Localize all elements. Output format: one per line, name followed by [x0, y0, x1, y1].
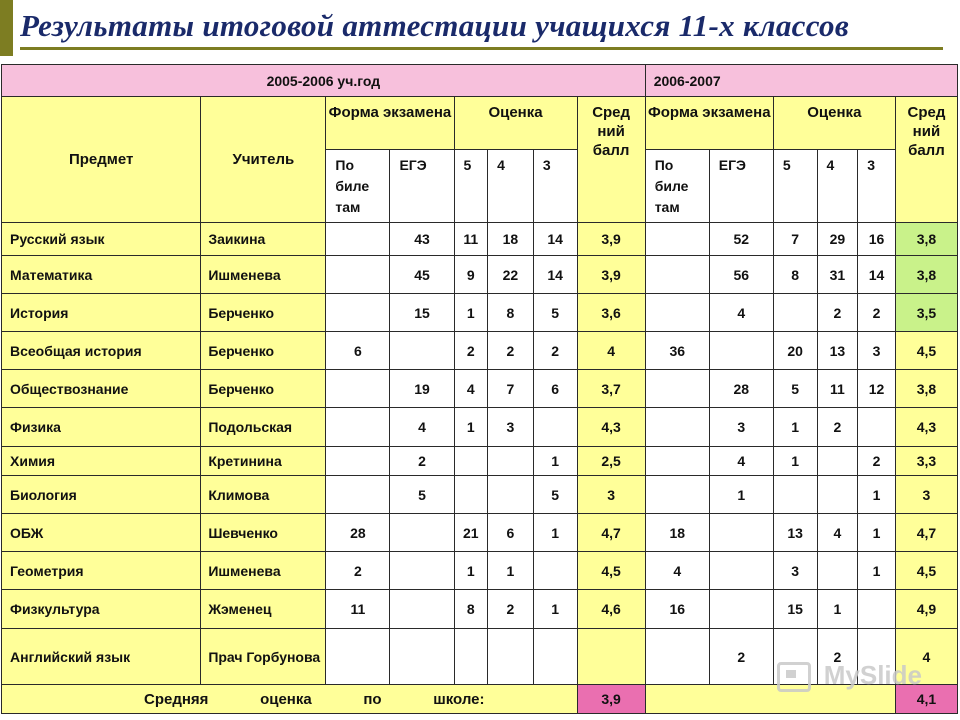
y2-avg-cell: 4,5 — [895, 332, 957, 370]
y2-avg-cell: 4 — [895, 629, 957, 685]
table-row — [2, 447, 958, 476]
y1-ticket-cell: 11 — [326, 590, 390, 629]
teacher-cell: Шевченко — [201, 514, 326, 552]
subject-cell: Геометрия — [2, 552, 201, 590]
y1-avg-cell: 4,3 — [577, 408, 645, 447]
y2-ege-cell — [709, 514, 773, 552]
y1-grade5-cell: 8 — [454, 590, 488, 629]
title-underline — [20, 47, 943, 50]
y1-grade3-cell: 5 — [533, 476, 577, 514]
grade-header: Оценка — [454, 97, 577, 150]
y2-ege-cell: 4 — [709, 294, 773, 332]
table-row — [2, 256, 958, 294]
grade-header-2: Оценка — [773, 97, 895, 150]
y2-avg-cell: 4,7 — [895, 514, 957, 552]
y2-grade4-cell: 29 — [817, 223, 858, 256]
y1-grade3-cell: 1 — [533, 590, 577, 629]
y1-ege-cell: 4 — [390, 408, 454, 447]
subject-cell: Физкультура — [2, 590, 201, 629]
subject-cell: Физика — [2, 408, 201, 447]
y2-grade3-cell: 2 — [858, 294, 896, 332]
y1-ege-cell — [390, 590, 454, 629]
y1-grade5-cell — [454, 447, 488, 476]
table-row — [2, 514, 958, 552]
y2-grade5-cell: 5 — [773, 370, 817, 408]
grade-5-header-2: 5 — [773, 150, 817, 223]
footer-word-3: по — [363, 690, 382, 708]
ticket-header-2: По биле там — [645, 150, 709, 223]
y1-ege-cell: 43 — [390, 223, 454, 256]
y1-ticket-cell — [326, 223, 390, 256]
myslide-logo-icon — [777, 662, 811, 692]
y2-ticket-cell — [645, 370, 709, 408]
y2-grade4-cell — [817, 447, 858, 476]
y1-ticket-cell — [326, 408, 390, 447]
y1-avg-cell: 3,9 — [577, 223, 645, 256]
school-average-2006: 3,9 — [577, 685, 645, 714]
y2-grade5-cell: 7 — [773, 223, 817, 256]
y2-grade4-cell: 13 — [817, 332, 858, 370]
y2-ticket-cell — [645, 408, 709, 447]
table-row — [2, 294, 958, 332]
y1-avg-cell: 2,5 — [577, 447, 645, 476]
y2-grade3-cell: 1 — [858, 514, 896, 552]
y1-grade5-cell: 1 — [454, 408, 488, 447]
y1-grade5-cell — [454, 629, 488, 685]
subject-cell: Обществознание — [2, 370, 201, 408]
y1-ticket-cell — [326, 370, 390, 408]
y2-grade4-cell — [817, 552, 858, 590]
y2-grade4-cell: 11 — [817, 370, 858, 408]
ege-header-2: ЕГЭ — [709, 150, 773, 223]
y2-ege-cell: 28 — [709, 370, 773, 408]
y2-grade3-cell: 3 — [858, 332, 896, 370]
school-average-2007: 4,1 — [895, 685, 957, 714]
y1-ege-cell — [390, 514, 454, 552]
y2-grade3-cell: 12 — [858, 370, 896, 408]
y1-grade4-cell: 18 — [488, 223, 534, 256]
y2-ticket-cell: 4 — [645, 552, 709, 590]
y1-avg-cell — [577, 629, 645, 685]
y1-ege-cell: 2 — [390, 447, 454, 476]
y1-ege-cell — [390, 629, 454, 685]
y1-grade5-cell: 21 — [454, 514, 488, 552]
y2-grade5-cell: 20 — [773, 332, 817, 370]
y1-ege-cell: 45 — [390, 256, 454, 294]
table-row — [2, 223, 958, 256]
y1-ticket-cell — [326, 294, 390, 332]
y1-grade4-cell — [488, 629, 534, 685]
ege-header: ЕГЭ — [390, 150, 454, 223]
y1-grade4-cell: 2 — [488, 332, 534, 370]
y2-avg-cell: 3,8 — [895, 370, 957, 408]
y2-avg-cell: 4,9 — [895, 590, 957, 629]
y2-grade4-cell: 2 — [817, 294, 858, 332]
y1-ticket-cell: 2 — [326, 552, 390, 590]
y2-ticket-cell: 18 — [645, 514, 709, 552]
y2-grade3-cell — [858, 590, 896, 629]
ticket-header: По биле там — [326, 150, 390, 223]
grade-3-header: 3 — [533, 150, 577, 223]
y2-avg-cell: 4,5 — [895, 552, 957, 590]
y1-grade3-cell: 1 — [533, 514, 577, 552]
y2-ege-cell: 1 — [709, 476, 773, 514]
y1-ege-cell — [390, 332, 454, 370]
y2-grade3-cell: 1 — [858, 552, 896, 590]
y1-grade5-cell: 11 — [454, 223, 488, 256]
subject-cell: Русский язык — [2, 223, 201, 256]
y1-grade4-cell: 7 — [488, 370, 534, 408]
grade-4-header-2: 4 — [817, 150, 858, 223]
y1-grade3-cell — [533, 552, 577, 590]
y1-grade5-cell: 2 — [454, 332, 488, 370]
y1-grade3-cell: 14 — [533, 223, 577, 256]
watermark-text: MySlide — [823, 659, 922, 690]
y2-grade5-cell: 1 — [773, 447, 817, 476]
teacher-cell: Берченко — [201, 332, 326, 370]
y1-avg-cell: 4,7 — [577, 514, 645, 552]
y2-grade3-cell: 2 — [858, 447, 896, 476]
subject-cell: Всеобщая история — [2, 332, 201, 370]
y2-grade4-cell — [817, 476, 858, 514]
y2-grade3-cell: 14 — [858, 256, 896, 294]
y2-ticket-cell — [645, 294, 709, 332]
footer-word-2: оценка — [260, 690, 312, 708]
results-table — [1, 64, 958, 714]
y1-grade3-cell: 2 — [533, 332, 577, 370]
y2-avg-cell: 3,8 — [895, 256, 957, 294]
grade-4-header: 4 — [488, 150, 534, 223]
school-average-label — [2, 685, 578, 714]
teacher-cell: Ишменева — [201, 552, 326, 590]
y2-grade5-cell: 1 — [773, 408, 817, 447]
y2-grade3-cell: 1 — [858, 476, 896, 514]
y2-ege-cell: 3 — [709, 408, 773, 447]
y2-grade5-cell: 8 — [773, 256, 817, 294]
y1-ticket-cell — [326, 447, 390, 476]
y2-ticket-cell — [645, 447, 709, 476]
y1-ticket-cell: 28 — [326, 514, 390, 552]
y2-ege-cell — [709, 552, 773, 590]
subject-cell: Химия — [2, 447, 201, 476]
y2-ege-cell: 2 — [709, 629, 773, 685]
y1-ege-cell: 15 — [390, 294, 454, 332]
y1-grade3-cell: 14 — [533, 256, 577, 294]
teacher-cell: Берченко — [201, 370, 326, 408]
y2-ticket-cell — [645, 256, 709, 294]
y2-grade5-cell: 3 — [773, 552, 817, 590]
y2-grade4-cell: 4 — [817, 514, 858, 552]
teacher-cell: Подольская — [201, 408, 326, 447]
y1-avg-cell: 4,6 — [577, 590, 645, 629]
y1-grade4-cell: 22 — [488, 256, 534, 294]
y1-ticket-cell — [326, 629, 390, 685]
y2-ege-cell: 56 — [709, 256, 773, 294]
y1-avg-cell: 3 — [577, 476, 645, 514]
y1-ticket-cell — [326, 476, 390, 514]
y2-grade4-cell: 2 — [817, 629, 858, 685]
y2-ege-cell: 4 — [709, 447, 773, 476]
left-accent-bar — [0, 0, 13, 56]
table-row — [2, 408, 958, 447]
y1-grade4-cell: 3 — [488, 408, 534, 447]
y2-avg-cell: 3,8 — [895, 223, 957, 256]
teacher-cell: Ишменева — [201, 256, 326, 294]
y2-ticket-cell: 16 — [645, 590, 709, 629]
y1-avg-cell: 3,7 — [577, 370, 645, 408]
y2-grade5-cell — [773, 476, 817, 514]
y1-grade3-cell: 6 — [533, 370, 577, 408]
table-row — [2, 332, 958, 370]
y1-ticket-cell — [326, 256, 390, 294]
table-row — [2, 476, 958, 514]
footer-word-4: школе: — [433, 690, 485, 708]
y1-grade5-cell — [454, 476, 488, 514]
y1-avg-cell: 4 — [577, 332, 645, 370]
y1-grade4-cell: 6 — [488, 514, 534, 552]
teacher-cell: Заикина — [201, 223, 326, 256]
y2-avg-cell: 4,3 — [895, 408, 957, 447]
exam-form-header: Форма экзамена — [326, 97, 454, 150]
subject-header: Предмет — [2, 97, 201, 223]
y2-grade4-cell: 2 — [817, 408, 858, 447]
y2-grade4-cell: 31 — [817, 256, 858, 294]
y1-grade4-cell: 1 — [488, 552, 534, 590]
grade-3-header-2: 3 — [858, 150, 896, 223]
y1-grade5-cell: 1 — [454, 294, 488, 332]
teacher-header: Учитель — [201, 97, 326, 223]
y1-avg-cell: 3,9 — [577, 256, 645, 294]
subject-cell: Английский язык — [2, 629, 201, 685]
y2-ege-cell — [709, 332, 773, 370]
footer-word-1: Средняя — [144, 690, 209, 708]
y1-ege-cell — [390, 552, 454, 590]
y1-grade5-cell: 1 — [454, 552, 488, 590]
y2-ticket-cell — [645, 629, 709, 685]
y2-ege-cell — [709, 590, 773, 629]
y2-grade5-cell: 15 — [773, 590, 817, 629]
myslide-watermark — [777, 660, 922, 692]
teacher-cell: Жэменец — [201, 590, 326, 629]
y2-ticket-cell — [645, 223, 709, 256]
teacher-cell: Прач Горбунова — [201, 629, 326, 685]
y2-grade3-cell — [858, 408, 896, 447]
y2-grade5-cell: 13 — [773, 514, 817, 552]
y1-grade5-cell: 9 — [454, 256, 488, 294]
y2-ege-cell: 52 — [709, 223, 773, 256]
avg-score-header: Сред ний балл — [577, 97, 645, 223]
y1-grade3-cell: 5 — [533, 294, 577, 332]
y2-grade4-cell: 1 — [817, 590, 858, 629]
y1-grade4-cell — [488, 476, 534, 514]
avg-score-header-2: Сред ний балл — [895, 97, 957, 223]
subject-cell: ОБЖ — [2, 514, 201, 552]
y1-grade3-cell — [533, 629, 577, 685]
page-title: Результаты итоговой аттестации учащихся 11-х классов — [20, 8, 849, 43]
y1-avg-cell: 3,6 — [577, 294, 645, 332]
y1-ticket-cell: 6 — [326, 332, 390, 370]
y1-grade4-cell: 2 — [488, 590, 534, 629]
subject-cell: История — [2, 294, 201, 332]
table-row — [2, 370, 958, 408]
y1-avg-cell: 4,5 — [577, 552, 645, 590]
grade-5-header: 5 — [454, 150, 488, 223]
y2-avg-cell: 3,5 — [895, 294, 957, 332]
y1-ege-cell: 19 — [390, 370, 454, 408]
y2-avg-cell: 3,3 — [895, 447, 957, 476]
y1-grade4-cell — [488, 447, 534, 476]
y1-grade3-cell — [533, 408, 577, 447]
y1-grade4-cell: 8 — [488, 294, 534, 332]
y2-ticket-cell — [645, 476, 709, 514]
y1-grade3-cell: 1 — [533, 447, 577, 476]
table-row — [2, 590, 958, 629]
teacher-cell: Берченко — [201, 294, 326, 332]
y2-ticket-cell: 36 — [645, 332, 709, 370]
y2-avg-cell: 3 — [895, 476, 957, 514]
subject-cell: Математика — [2, 256, 201, 294]
y2-grade5-cell — [773, 294, 817, 332]
y1-ege-cell: 5 — [390, 476, 454, 514]
y2-grade3-cell: 16 — [858, 223, 896, 256]
teacher-cell: Кретинина — [201, 447, 326, 476]
subject-cell: Биология — [2, 476, 201, 514]
year2-header: 2006-2007 — [645, 65, 957, 97]
teacher-cell: Климова — [201, 476, 326, 514]
y1-grade5-cell: 4 — [454, 370, 488, 408]
year1-header: 2005-2006 уч.год — [2, 65, 646, 97]
exam-form-header-2: Форма экзамена — [645, 97, 773, 150]
table-row — [2, 552, 958, 590]
